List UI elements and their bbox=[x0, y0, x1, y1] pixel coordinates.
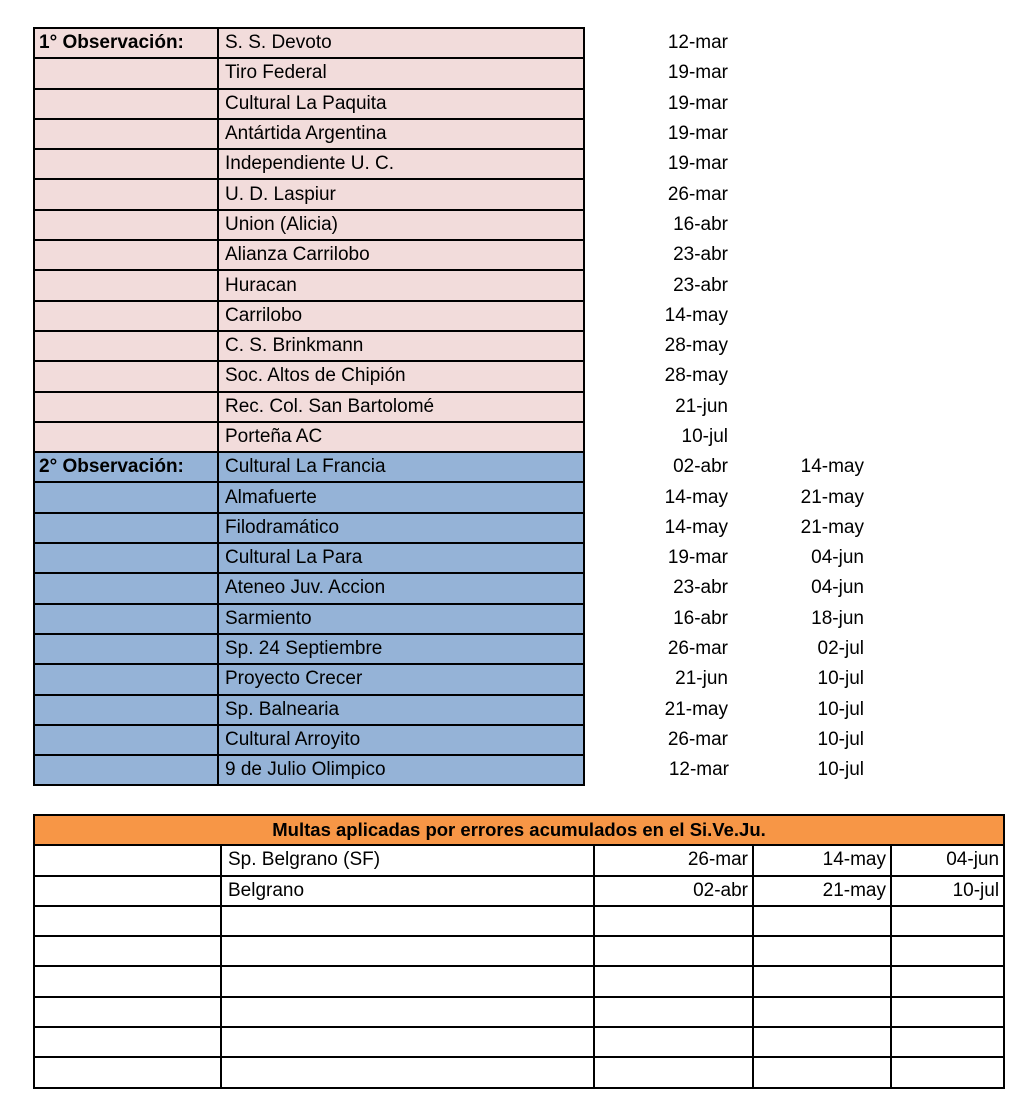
club-name-cell: Soc. Altos de Chipión bbox=[218, 361, 584, 391]
table-row bbox=[34, 119, 867, 149]
date-cell-2 bbox=[753, 997, 891, 1027]
table-row bbox=[34, 725, 867, 755]
date-cell-1: 12-mar bbox=[584, 28, 732, 58]
club-name-cell: Independiente U. C. bbox=[218, 149, 584, 179]
date-cell-2: 21-may bbox=[732, 513, 867, 543]
blank-cell bbox=[34, 1027, 221, 1057]
table-row bbox=[34, 28, 867, 58]
table-row bbox=[34, 452, 867, 482]
date-cell-2 bbox=[732, 28, 867, 58]
date-cell-1 bbox=[594, 997, 753, 1027]
date-cell-1 bbox=[594, 906, 753, 936]
date-cell-3 bbox=[891, 966, 1004, 996]
club-name-cell: Antártida Argentina bbox=[218, 119, 584, 149]
date-cell-2 bbox=[753, 1027, 891, 1057]
date-cell-2: 21-may bbox=[753, 876, 891, 906]
club-name-cell: Filodramático bbox=[218, 513, 584, 543]
date-cell-2 bbox=[732, 240, 867, 270]
date-cell-1: 02-abr bbox=[594, 876, 753, 906]
table-row bbox=[34, 58, 867, 88]
club-name-cell bbox=[221, 1057, 594, 1087]
date-cell-3 bbox=[891, 1057, 1004, 1087]
club-name-cell: Cultural La Para bbox=[218, 543, 584, 573]
date-cell-2 bbox=[753, 966, 891, 996]
table-row bbox=[34, 392, 867, 422]
section-label-cell bbox=[34, 604, 218, 634]
club-name-cell bbox=[221, 906, 594, 936]
section-label-cell bbox=[34, 149, 218, 179]
date-cell-2: 18-jun bbox=[732, 604, 867, 634]
club-name-cell: Belgrano bbox=[221, 876, 594, 906]
blank-cell bbox=[34, 1057, 221, 1087]
date-cell-2 bbox=[732, 149, 867, 179]
date-cell-2: 21-may bbox=[732, 482, 867, 512]
date-cell-2 bbox=[732, 301, 867, 331]
section-label-cell bbox=[34, 755, 218, 785]
date-cell-3 bbox=[891, 906, 1004, 936]
date-cell-1: 14-may bbox=[584, 301, 732, 331]
table-row bbox=[34, 695, 867, 725]
section-label-cell bbox=[34, 240, 218, 270]
date-cell-2: 14-may bbox=[753, 845, 891, 875]
section-label-cell bbox=[34, 210, 218, 240]
table-row bbox=[34, 755, 867, 785]
date-cell-2: 10-jul bbox=[732, 695, 867, 725]
date-cell-1 bbox=[594, 966, 753, 996]
table-row bbox=[34, 482, 867, 512]
date-cell-1: 23-abr bbox=[584, 270, 732, 300]
blank-cell bbox=[34, 997, 221, 1027]
club-name-cell: S. S. Devoto bbox=[218, 28, 584, 58]
date-cell-2 bbox=[753, 1057, 891, 1087]
date-cell-1: 02-abr bbox=[584, 452, 732, 482]
section-label-cell bbox=[34, 422, 218, 452]
date-cell-1: 19-mar bbox=[584, 119, 732, 149]
table-row bbox=[34, 845, 1004, 875]
club-name-cell: Sp. 24 Septiembre bbox=[218, 634, 584, 664]
section-label-cell bbox=[34, 725, 218, 755]
date-cell-1: 16-abr bbox=[584, 210, 732, 240]
club-name-cell bbox=[221, 966, 594, 996]
date-cell-2: 14-may bbox=[732, 452, 867, 482]
observation-table bbox=[33, 27, 868, 786]
table-row bbox=[34, 331, 867, 361]
club-name-cell bbox=[221, 1027, 594, 1057]
section-label-cell bbox=[34, 634, 218, 664]
date-cell-1: 19-mar bbox=[584, 89, 732, 119]
date-cell-2 bbox=[732, 89, 867, 119]
section-label-cell bbox=[34, 482, 218, 512]
table-row bbox=[34, 966, 1004, 996]
club-name-cell: Almafuerte bbox=[218, 482, 584, 512]
club-name-cell: C. S. Brinkmann bbox=[218, 331, 584, 361]
date-cell-2: 02-jul bbox=[732, 634, 867, 664]
section-label-cell bbox=[34, 301, 218, 331]
date-cell-1: 14-may bbox=[584, 513, 732, 543]
section-label-cell bbox=[34, 361, 218, 391]
date-cell-2 bbox=[732, 179, 867, 209]
multas-table bbox=[33, 814, 1005, 1089]
table-row bbox=[34, 513, 867, 543]
date-cell-1: 21-jun bbox=[584, 392, 732, 422]
date-cell-1 bbox=[594, 936, 753, 966]
date-cell-2: 04-jun bbox=[732, 573, 867, 603]
section-label-cell bbox=[34, 573, 218, 603]
club-name-cell: 9 de Julio Olimpico bbox=[218, 755, 584, 785]
date-cell-3: 04-jun bbox=[891, 845, 1004, 875]
date-cell-1 bbox=[594, 1057, 753, 1087]
club-name-cell: Alianza Carrilobo bbox=[218, 240, 584, 270]
club-name-cell: Cultural La Francia bbox=[218, 452, 584, 482]
date-cell-2 bbox=[753, 936, 891, 966]
blank-cell bbox=[34, 966, 221, 996]
club-name-cell: Proyecto Crecer bbox=[218, 664, 584, 694]
date-cell-2 bbox=[732, 270, 867, 300]
table-row bbox=[34, 179, 867, 209]
table-row bbox=[34, 270, 867, 300]
section-label-cell bbox=[34, 695, 218, 725]
date-cell-1: 26-mar bbox=[594, 845, 753, 875]
date-cell-1: 10-jul bbox=[584, 422, 732, 452]
blank-cell bbox=[34, 906, 221, 936]
section-label-cell bbox=[34, 392, 218, 422]
multas-header-row bbox=[34, 815, 1004, 845]
date-cell-3 bbox=[891, 1027, 1004, 1057]
club-name-cell: Sp. Belgrano (SF) bbox=[221, 845, 594, 875]
section-label-cell bbox=[34, 58, 218, 88]
date-cell-1: 21-jun bbox=[584, 664, 732, 694]
date-cell-1: 12-mar bbox=[584, 755, 732, 785]
section-label-cell bbox=[34, 513, 218, 543]
club-name-cell: Sarmiento bbox=[218, 604, 584, 634]
date-cell-3 bbox=[891, 936, 1004, 966]
section-label-cell: 1° Observación: bbox=[34, 28, 218, 58]
club-name-cell: Cultural La Paquita bbox=[218, 89, 584, 119]
date-cell-2: 10-jul bbox=[732, 755, 867, 785]
table-row bbox=[34, 89, 867, 119]
date-cell-1: 26-mar bbox=[584, 179, 732, 209]
table-row bbox=[34, 422, 867, 452]
section-label-cell bbox=[34, 179, 218, 209]
club-name-cell: Union (Alicia) bbox=[218, 210, 584, 240]
date-cell-2 bbox=[753, 906, 891, 936]
date-cell-1: 26-mar bbox=[584, 725, 732, 755]
club-name-cell bbox=[221, 997, 594, 1027]
table-row bbox=[34, 361, 867, 391]
date-cell-3: 10-jul bbox=[891, 876, 1004, 906]
table-row bbox=[34, 1027, 1004, 1057]
club-name-cell: Ateneo Juv. Accion bbox=[218, 573, 584, 603]
table-row bbox=[34, 997, 1004, 1027]
club-name-cell: Carrilobo bbox=[218, 301, 584, 331]
date-cell-1: 26-mar bbox=[584, 634, 732, 664]
date-cell-2 bbox=[732, 361, 867, 391]
date-cell-2 bbox=[732, 210, 867, 240]
club-name-cell: Tiro Federal bbox=[218, 58, 584, 88]
date-cell-2: 04-jun bbox=[732, 543, 867, 573]
club-name-cell: U. D. Laspiur bbox=[218, 179, 584, 209]
section-label-cell bbox=[34, 331, 218, 361]
club-name-cell: Porteña AC bbox=[218, 422, 584, 452]
date-cell-1: 19-mar bbox=[584, 58, 732, 88]
table-row bbox=[34, 210, 867, 240]
section-label-cell bbox=[34, 543, 218, 573]
date-cell-1: 19-mar bbox=[584, 543, 732, 573]
date-cell-2: 10-jul bbox=[732, 725, 867, 755]
date-cell-2 bbox=[732, 422, 867, 452]
club-name-cell: Sp. Balnearia bbox=[218, 695, 584, 725]
date-cell-1: 14-may bbox=[584, 482, 732, 512]
date-cell-1: 16-abr bbox=[584, 604, 732, 634]
section-label-cell bbox=[34, 270, 218, 300]
date-cell-1: 21-may bbox=[584, 695, 732, 725]
section-label-cell bbox=[34, 119, 218, 149]
date-cell-1: 28-may bbox=[584, 331, 732, 361]
club-name-cell: Cultural Arroyito bbox=[218, 725, 584, 755]
table-row bbox=[34, 604, 867, 634]
blank-cell bbox=[34, 936, 221, 966]
table-row bbox=[34, 936, 1004, 966]
date-cell-2: 10-jul bbox=[732, 664, 867, 694]
multas-title: Multas aplicadas por errores acumulados en el Si.Ve.Ju. bbox=[34, 815, 1004, 845]
date-cell-2 bbox=[732, 392, 867, 422]
date-cell-1: 23-abr bbox=[584, 573, 732, 603]
blank-cell bbox=[34, 845, 221, 875]
blank-cell bbox=[34, 876, 221, 906]
date-cell-1: 19-mar bbox=[584, 149, 732, 179]
date-cell-2 bbox=[732, 119, 867, 149]
table-row bbox=[34, 906, 1004, 936]
date-cell-3 bbox=[891, 997, 1004, 1027]
table-row bbox=[34, 1057, 1004, 1087]
date-cell-2 bbox=[732, 58, 867, 88]
date-cell-2 bbox=[732, 331, 867, 361]
section-label-cell: 2° Observación: bbox=[34, 452, 218, 482]
table-row bbox=[34, 240, 867, 270]
table-row bbox=[34, 876, 1004, 906]
table-row bbox=[34, 301, 867, 331]
table-row bbox=[34, 573, 867, 603]
table-row bbox=[34, 634, 867, 664]
club-name-cell bbox=[221, 936, 594, 966]
section-label-cell bbox=[34, 664, 218, 694]
table-row bbox=[34, 543, 867, 573]
section-label-cell bbox=[34, 89, 218, 119]
club-name-cell: Huracan bbox=[218, 270, 584, 300]
date-cell-1 bbox=[594, 1027, 753, 1057]
table-row bbox=[34, 664, 867, 694]
table-row bbox=[34, 149, 867, 179]
date-cell-1: 23-abr bbox=[584, 240, 732, 270]
date-cell-1: 28-may bbox=[584, 361, 732, 391]
club-name-cell: Rec. Col. San Bartolomé bbox=[218, 392, 584, 422]
